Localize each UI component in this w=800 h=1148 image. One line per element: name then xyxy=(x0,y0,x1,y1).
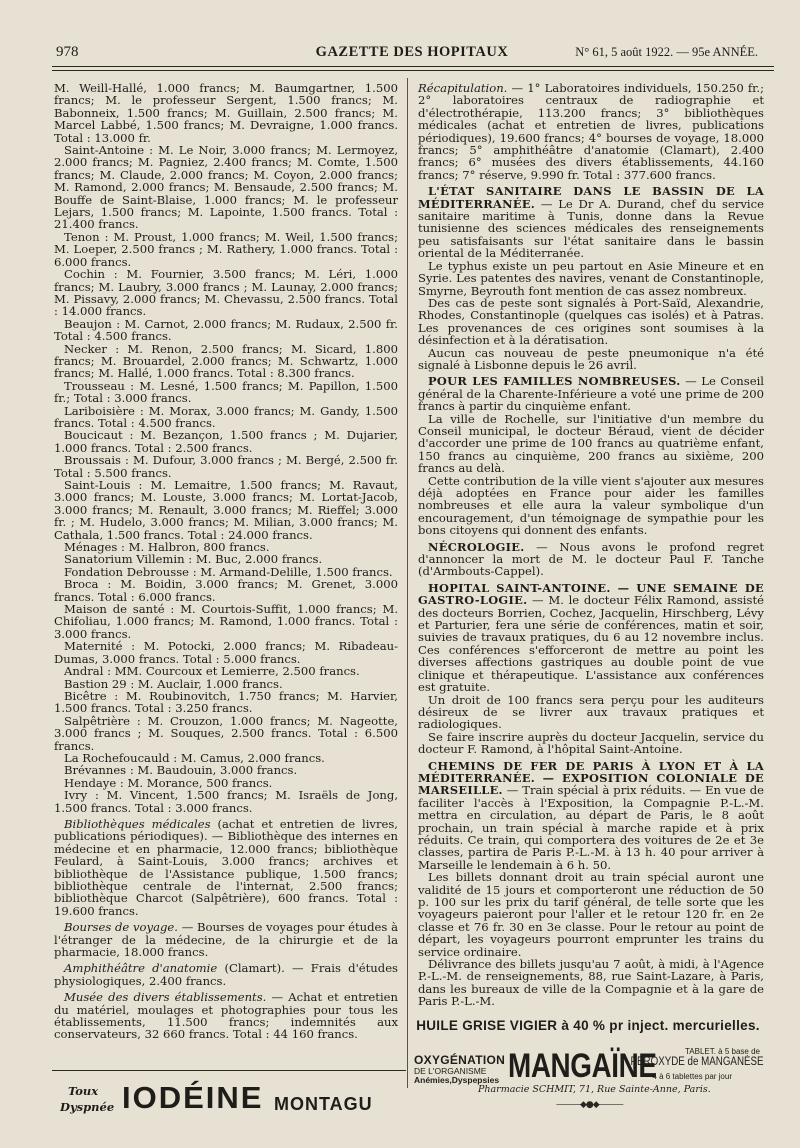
ad-mangaine-right3: 4 à 6 tablettes par jour xyxy=(652,1072,732,1081)
paragraph-text: M. Weill-Hallé, 1.000 francs; M. Baumgartner, 1.500 francs; M. le professeur Sergent, 1.500 francs; M. Babonneix, 1.500 francs; M. Guillain, 2.500 francs; M. Marcel Labbé, 1.500 francs; M. Devraigne, 1.000 francs. Total : 13.000 fr. xyxy=(54,81,398,145)
article-paragraph xyxy=(54,479,398,541)
ad-mangaine-pharmacy: Pharmacie SCHMIT, 71, Rue Sainte-Anne, Paris. xyxy=(478,1084,711,1095)
paragraph-text: La ville de Rochelle, sur l'initiative d'un membre du Conseil municipal, le docteur Béraud, vient de décider d'accorder une prime de 100 francs au quatrième enfant, 150 francs au cinquième, 200 francs au sixième, 200 francs au delà. xyxy=(418,411,764,476)
paragraph-text: — Le Conseil général de la Charente-Inférieure a voté une prime de 200 francs à partir du cinquième enfant. xyxy=(418,374,764,414)
paragraph-text: Les billets donnant droit au train spécial auront une validité de 15 jours et comporteront une réduction de 50 p. 100 sur les prix du tarif général, de telle sorte que les voyageurs paieront pour l'aller et le retour 120 fr. en 2e classe et 76 fr. 30 en 3e classe. Pour le retour au point de départ, les voyageurs pourront emprunter les trains du service ordinaire. xyxy=(418,870,764,959)
ornament-divider: ———◆●◆——— xyxy=(556,1100,623,1110)
article-paragraph xyxy=(54,818,398,917)
paragraph-text: Maison de santé : M. Courtois-Suffit, 1.000 francs; M. Chifoliau, 1.000 francs; M. Ramond, 1.000 francs. Total : 3.000 francs. xyxy=(54,602,398,641)
huile-grise-advertisement: HUILE GRISE VIGIER à 40 % pr inject. mercurielles. xyxy=(416,1018,760,1033)
article-paragraph xyxy=(54,380,398,405)
paragraph-text: Beaujon : M. Carnot, 2.000 francs; M. Rudaux, 2.500 fr. Total : 4.500 francs. xyxy=(54,316,398,344)
paragraph-text: — 1° Laboratoires individuels, 150.250 fr.; 2° laboratoires centraux de radiographie et d'électrothérapie, 113.200 francs; 3° bibliothèques médicales (achat et entretien de livres, publications périodiques), 19.600 francs; 4° bourses de voyage, 18.000 francs; 5° amphithéâtre d'anatomie (Clamart), 2.400 francs; 6° musées des divers établissements, 44.160 francs; 7° réserve, 9.990 fr. Total : 377.600 francs. xyxy=(418,81,764,182)
ad-mangaine-right1: TABLET. à 5 base de xyxy=(684,1047,760,1056)
left-column xyxy=(54,82,398,1041)
paragraph-text: Necker : M. Renon, 2.500 francs; M. Sicard, 1.800 francs; M. Brouardel, 2.000 francs; M. Schwartz, 1.000 francs; M. Hallé, 1.000 francs. Total : 8.300 francs. xyxy=(54,341,398,381)
paragraph-text: — Le Dr A. Durand, chef du service sanitaire maritime à Tunis, donne dans la Revue tunisienne des sciences médicales des renseignements peu satisfaisants sur l'état sanitaire dans le bassin oriental de la Méditerranée. xyxy=(418,196,764,261)
paragraph-text: Cochin : M. Fournier, 3.500 francs; M. Léri, 1.000 francs; M. Laubry, 3.000 francs ; M. Launay, 2.000 francs; M. Pissavy, 2.000 francs; M. Chevassu, 2.500 francs. Total : 14.000 francs. xyxy=(54,267,398,319)
article-paragraph xyxy=(54,318,398,343)
paragraph-heading: POUR LES FAMILLES NOMBREUSES. xyxy=(428,374,681,389)
paragraph-text: Andral : MM. Courcoux et Lemierre, 2.500 francs. xyxy=(64,664,360,679)
paragraph-text: Tenon : M. Proust, 1.000 francs; M. Weil, 1.500 francs; M. Loeper, 2.500 francs ; M. Rathery, 1.000 francs. Total : 6.000 francs. xyxy=(54,229,398,269)
article-paragraph xyxy=(418,347,764,372)
article-paragraph xyxy=(54,343,398,380)
paragraph-heading: NÉCROLOGIE. xyxy=(428,539,525,554)
header-rule xyxy=(52,66,774,67)
paragraph-heading: L'ÉTAT SANITAIRE DANS LE BASSIN DE LA MÉDITERRANÉE. xyxy=(418,184,764,211)
ad-montagu-brand: MONTAGU xyxy=(274,1094,373,1114)
article-paragraph xyxy=(54,991,398,1041)
ad-iodeine-brand: IODÉINE xyxy=(122,1080,264,1115)
paragraph-heading: Amphithéâtre d'anatomie xyxy=(64,961,218,976)
paragraph-text: Ivry : M. Vincent, 1.500 francs; M. Israëls de Jong, 1.500 francs. Total : 3.000 francs. xyxy=(54,788,398,815)
paragraph-text: Fondation Debrousse : M. Armand-Delille, 1.500 francs. xyxy=(64,564,393,579)
paragraph-text: — Bourses de voyages pour études à l'étranger de la médecine, de la chirurgie et de la pharmacie, 18.000 francs. xyxy=(54,920,398,960)
article-paragraph xyxy=(54,962,398,987)
paragraph-text: Se faire inscrire auprès du docteur Jacquelin, service du docteur F. Ramond, à l'hôpital Saint-Antoine. xyxy=(418,729,764,757)
article-paragraph xyxy=(54,789,398,814)
article-paragraph xyxy=(418,871,764,958)
ad-mangaine-right2: PEROXYDE de MANGANÈSE xyxy=(630,1056,764,1068)
paragraph-text: Des cas de peste sont signalés à Port-Saïd, Alexandrie, Rhodes, Constantinople (quelques cas isolés) et à Patras. Les provenances de ces origines sont soumises à la désinfection et à la dératisation. xyxy=(418,295,764,348)
article-paragraph xyxy=(418,260,764,297)
paragraph-text: — Nous avons le profond regret d'annoncer la mort de M. le docteur Paul F. Tanche (d'Armbouts-Cappel). xyxy=(418,539,764,579)
article-paragraph xyxy=(54,268,398,318)
article-paragraph xyxy=(418,760,764,872)
article-paragraph xyxy=(54,578,398,603)
ad-dyspnee: Dyspnée xyxy=(60,1100,115,1114)
paragraph-text: — Train spécial à prix réduits. — En vue de faciliter l'accès à l'Exposition, la Compagnie P.-L.-M. mettra en circulation, au départ de Paris, le 8 août prochain, un train spécial à marche rapide et à prix réduits. Ce train, qui comportera des voitures de 2e et 3e classes, partira de Paris P.-L.-M. à 13 h. 40 pour arriver à Marseille le lendemain à 6 h. 50. xyxy=(418,783,764,872)
paragraph-text: Saint-Antoine : M. Le Noir, 3.000 francs; M. Lermoyez, 2.000 francs; M. Pagniez, 2.400 francs; M. Comte, 1.500 francs; M. Claude, 2.000 francs; M. Coyon, 2.000 francs; M. Ramond, 2.000 francs; M. Bensaude, 2.500 francs; M. Bouffe de Saint-Blaise, 1.000 francs; M. le professeur Lejars, 1.500 francs; M. Lapointe, 1.500 francs. Total : 21.400 francs. xyxy=(54,143,398,232)
article-paragraph xyxy=(418,958,764,1008)
paragraph-text: Bastion 29 : M. Auclair, 1.000 francs. xyxy=(64,676,283,691)
page-header xyxy=(52,40,772,66)
paragraph-text: Délivrance des billets jusqu'au 7 août, à midi, à l'Agence P.-L.-M. de renseignements, 88, rue Saint-Lazare, à Paris, dans les bureaux de ville de la Compagnie et à la gare de Paris P.-L.-M. xyxy=(418,957,764,1009)
issue-info: N° 61, 5 août 1922. — 95e ANNÉE. xyxy=(575,45,758,59)
paragraph-text: Bicêtre : M. Roubinovitch, 1.750 francs; M. Harvier, 1.500 francs. Total : 3.250 francs. xyxy=(54,688,398,716)
paragraph-text: — Achat et entretien du matériel, moulages et photographies pour tous les établissements, 11.500 francs; indemnités aux conservateurs, 32 660 francs. Total : 44 160 francs. xyxy=(54,990,398,1042)
article-paragraph xyxy=(418,475,764,537)
ad-mangaine-line3: Anémies,Dyspepsies xyxy=(414,1075,500,1085)
article-paragraph xyxy=(418,185,764,259)
ad-mangaine-line1: OXYGÉNATION xyxy=(414,1053,506,1067)
paragraph-text: Sanatorium Villemin : M. Buc, 2.000 francs. xyxy=(64,552,323,567)
right-column xyxy=(418,82,764,1008)
header-rule-thin xyxy=(52,70,774,71)
article-paragraph xyxy=(418,82,764,181)
paragraph-heading: CHEMINS DE FER DE PARIS À LYON ET À LA MÉDITERRANÉE. — EXPOSITION COLONIALE DE MARSEILLE. xyxy=(418,758,764,798)
article-paragraph xyxy=(54,231,398,268)
paragraph-text: Salpêtrière : M. Crouzon, 1.000 francs; M. Nageotte, 3.000 francs ; M. Souques, 2.500 francs. Total : 6.500 francs. xyxy=(54,713,398,753)
article-paragraph xyxy=(54,429,398,454)
paragraph-text: Brévannes : M. Baudouin, 3.000 francs. xyxy=(64,763,298,778)
paragraph-heading: Musée des divers établissements. xyxy=(64,990,267,1005)
paragraph-text: Saint-Louis : M. Lemaitre, 1.500 francs; M. Ravaut, 3.000 francs; M. Louste, 3.000 francs; M. Lortat-Jacob, 3.000 francs; M. Renault, 3.000 francs; M. Rieffel; 3.000 fr. ; M. Hudelo, 3.000 francs; M. Milian, 3.000 francs; M. Cathala, 1.500 francs. Total : 24.000 francs. xyxy=(54,478,398,542)
paragraph-text: Maternité : M. Potocki, 2.000 francs; M. Ribadeau-Dumas, 3.000 francs. Total : 5.000 francs. xyxy=(54,639,398,666)
article-paragraph xyxy=(54,715,398,752)
article-paragraph xyxy=(54,603,398,640)
paragraph-heading: Récapitulation. xyxy=(418,81,508,95)
article-paragraph xyxy=(418,582,764,694)
article-paragraph xyxy=(54,144,398,231)
paragraph-heading: Bibliothèques médicales xyxy=(64,816,211,831)
paragraph-text: La Rochefoucauld : M. Camus, 2.000 francs. xyxy=(64,750,325,765)
paragraph-text: Cette contribution de la ville vient s'ajouter aux mesures déjà adoptées en France pour aider les familles nombreuses et elle aura la valeur symbolique d'un encouragement, d'un témoignage de sympathie pour les bons citoyens qui donnent des enfants. xyxy=(418,473,764,538)
article-paragraph xyxy=(418,413,764,475)
article-paragraph xyxy=(418,731,764,756)
article-paragraph xyxy=(54,640,398,665)
article-paragraph xyxy=(418,375,764,412)
iodeine-advertisement xyxy=(52,1074,406,1124)
paragraph-text: Hendaye : M. Morance, 500 francs. xyxy=(64,775,273,790)
paragraph-text: — M. le docteur Félix Ramond, assisté des docteurs Borrien, Cochez, Jacquelin, Hirschberg, Lévy et Parturier, fera une série de conférences, matin et soir, suivies de travaux pratiques, du 6 au 12 novembre inclus. Ces conférences s'efforceront de mettre au point les diverses affections gastriques au double point de vue clinique et thérapeutique. L'assistance aux conférences est gratuite. xyxy=(418,593,764,695)
ad-mangaine-line2: DE L'ORGANISME xyxy=(414,1066,487,1076)
article-paragraph xyxy=(54,454,398,479)
paragraph-text: Un droit de 100 francs sera perçu pour les auditeurs désireux de se livrer aux travaux pratiques et radiologiques. xyxy=(418,692,764,732)
ad-rule xyxy=(52,1070,406,1071)
article-paragraph xyxy=(418,694,764,731)
paragraph-text: Trousseau : M. Lesné, 1.500 francs; M. Papillon, 1.500 fr.; Total : 3.000 francs. xyxy=(54,378,398,406)
article-paragraph xyxy=(54,82,398,144)
ad-toux: Toux xyxy=(68,1084,99,1098)
paragraph-heading: HOPITAL SAINT-ANTOINE. — UNE SEMAINE DE GASTRO-LOGIE. xyxy=(418,580,764,608)
paragraph-text: (Clamart). — Frais d'études physiologiques, 2.400 francs. xyxy=(54,961,398,988)
paragraph-text: (achat et entretien de livres, publications périodiques). — Bibliothèque des internes en médecine et en pharmacie, 12.000 francs; bibliothèque Feulard, à Saint-Louis, 3.000 francs; archives et bibliothèque de l'Assistance publique, 1.500 francs; bibliothèque centrale de l'internat, 2.500 francs; bibliothèque Charcot (Salpêtrière), 600 francs. Total : 19.600 francs. xyxy=(54,816,398,918)
article-paragraph xyxy=(418,297,764,347)
paragraph-text: Le typhus existe un peu partout en Asie Mineure et en Syrie. Les patentes des navires, venant de Constantinople, Smyrne, Beyrouth font mention de cas assez nombreux. xyxy=(418,258,764,298)
article-paragraph xyxy=(54,921,398,958)
article-paragraph xyxy=(418,541,764,578)
paragraph-text: Ménages : M. Halbron, 800 francs. xyxy=(64,540,270,555)
paragraph-heading: Bourses de voyage. xyxy=(64,920,178,935)
paragraph-text: Aucun cas nouveau de peste pneumonique n'a été signalé à Lisbonne depuis le 26 avril. xyxy=(418,345,764,372)
paragraph-text: Lariboisière : M. Morax, 3.000 francs; M. Gandy, 1.500 francs. Total : 4.500 francs. xyxy=(54,403,398,430)
paragraph-text: Broussais : M. Dufour, 3.000 francs ; M. Bergé, 2.500 fr. Total : 5.500 francs. xyxy=(54,453,398,480)
mangaine-advertisement xyxy=(412,1044,772,1096)
journal-title: GAZETTE DES HOPITAUX xyxy=(315,44,509,60)
paragraph-text: Broca : M. Boidin, 3.000 francs; M. Grenet, 3.000 francs. Total : 6.000 francs. xyxy=(54,577,398,604)
article-paragraph xyxy=(54,405,398,430)
column-divider xyxy=(407,78,408,1088)
ad-mangaine-brand: MANGAÏNE xyxy=(508,1047,657,1085)
article-paragraph xyxy=(54,690,398,715)
page-number: 978 xyxy=(56,44,79,60)
paragraph-text: Boucicaut : M. Bezançon, 1.500 francs ; M. Dujarier, 1.000 francs. Total : 2.500 francs. xyxy=(54,428,398,455)
